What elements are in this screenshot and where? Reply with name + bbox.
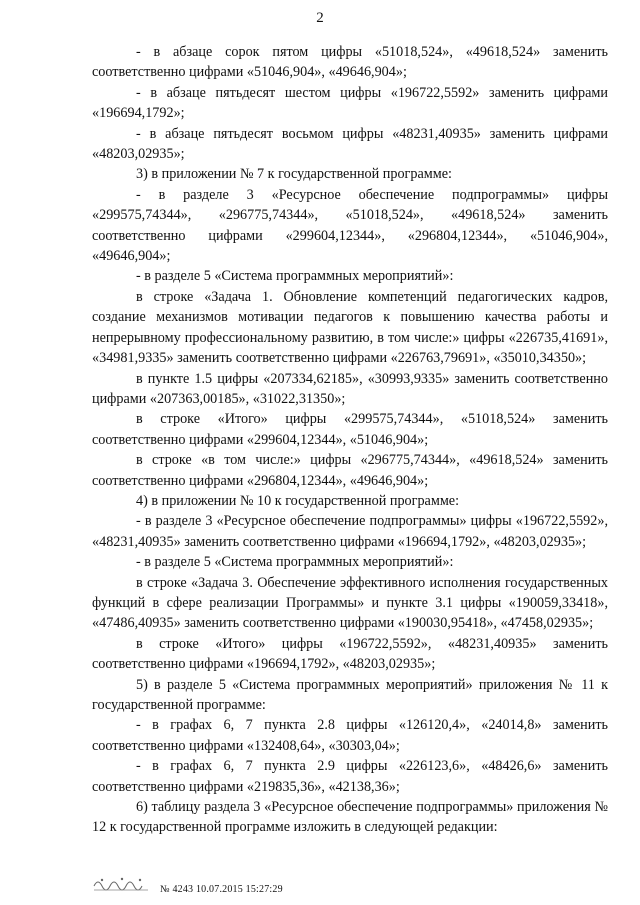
document-footer bbox=[92, 874, 283, 895]
footer-registration: № 4243 10.07.2015 15:27:29 bbox=[160, 884, 283, 895]
paragraph: - в графах 6, 7 пункта 2.8 цифры «126120,4», «24014,8» заменить соответственно цифрами «132408,64», «30303,04»; bbox=[92, 717, 608, 754]
page-number: 2 bbox=[316, 10, 324, 26]
document-body bbox=[92, 42, 608, 838]
paragraph: в строке «Итого» цифры «196722,5592», «48231,40935» заменить соответственно цифрами «196694,1792», «48203,02935»; bbox=[92, 635, 608, 673]
paragraph: - в разделе 3 «Ресурсное обеспечение подпрограммы» цифры «299575,74344», «296775,74344», «51018,524», «49618,524» заменить соответственно цифрами «299604,12344», «296804,12344», «51046,904», «49646,904»; bbox=[92, 186, 608, 265]
paragraph: - в разделе 3 «Ресурсное обеспечение подпрограммы» цифры «196722,5592», «48231,40935» заменить соответственно цифрами «196694,1792», «48203,02935»; bbox=[92, 513, 608, 550]
paragraph: 6) таблицу раздела 3 «Ресурсное обеспечение подпрограммы» приложения № 12 к государственной программе изложить в следующей редакции: bbox=[92, 799, 608, 836]
paragraph: - в разделе 5 «Система программных мероприятий»: bbox=[136, 268, 454, 285]
paragraph: - в абзаце сорок пятом цифры «51018,524», «49618,524» заменить соответственно цифрами «51046,904», «49646,904»; bbox=[92, 44, 608, 81]
paragraph: - в разделе 5 «Система программных мероприятий»: bbox=[136, 554, 454, 571]
paragraph: - в абзаце пятьдесят шестом цифры «196722,5592» заменить цифрами «196694,1792»; bbox=[92, 84, 608, 122]
paragraph: в строке «Итого» цифры «299575,74344», «51018,524» заменить соответственно цифрами «299604,12344», «51046,904»; bbox=[92, 411, 608, 448]
paragraph: - в абзаце пятьдесят восьмом цифры «48231,40935» заменить цифрами «48203,02935»; bbox=[92, 125, 608, 163]
paragraph: 3) в приложении № 7 к государственной программе: bbox=[136, 166, 452, 183]
paragraph: в строке «Задача 1. Обновление компетенций педагогических кадров, создание механизмов мотивации педагогов к повышению качества работы и непрерывному профессиональному развитию, в том числе:» цифры «226735,41691», «34981,9335» заменить соответственно цифрами «226763,79691», «35010,34350»; bbox=[92, 288, 608, 367]
paragraph: 5) в разделе 5 «Система программных мероприятий» приложения № 11 к государственной программе: bbox=[92, 676, 608, 713]
paragraph: в строке «Задача 3. Обеспечение эффективного исполнения государственных функций в сфере реализации Программы» и пункте 3.1 цифры «190059,33418», «47486,40935» заменить соответственно цифрами «190030,95418», «47458,02935»; bbox=[92, 574, 608, 632]
paragraph: 4) в приложении № 10 к государственной программе: bbox=[136, 492, 460, 509]
stamp-icon bbox=[92, 874, 152, 895]
paragraph: - в графах 6, 7 пункта 2.9 цифры «226123,6», «48426,6» заменить соответственно цифрами «219835,36», «42138,36»; bbox=[92, 758, 608, 795]
paragraph: в строке «в том числе:» цифры «296775,74344», «49618,524» заменить соответственно цифрами «296804,12344», «49646,904»; bbox=[92, 452, 608, 489]
paragraph: в пункте 1.5 цифры «207334,62185», «30993,9335» заменить соответственно цифрами «207363,00185», «31022,31350»; bbox=[92, 370, 608, 407]
